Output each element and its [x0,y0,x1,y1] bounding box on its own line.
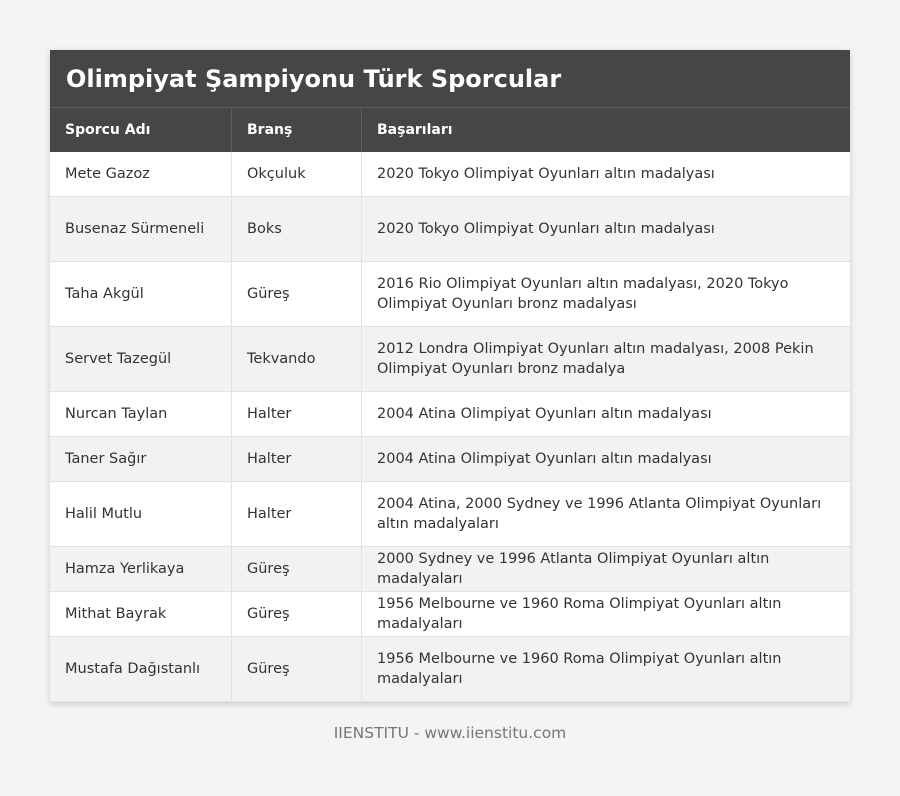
cell-branch: Güreş [232,262,362,327]
table-card [50,50,850,702]
footer-credit: IIENSTITU - www.iienstitu.com [333,724,567,742]
table-row [50,482,850,547]
table-row [50,547,850,592]
cell-name: Busenaz Sürmeneli [50,197,232,262]
cell-name: Hamza Yerlikaya [50,547,232,592]
cell-branch: Halter [232,437,362,482]
cell-branch: Halter [232,482,362,547]
cell-branch: Okçuluk [232,152,362,197]
cell-achievements: 2012 Londra Olimpiyat Oyunları altın madalyası, 2008 Pekin Olimpiyat Oyunları bronz madalya [362,327,851,392]
table-row [50,262,850,327]
cell-branch: Tekvando [232,327,362,392]
athletes-table [50,108,850,702]
cell-name: Taner Sağır [50,437,232,482]
table-row [50,152,850,197]
cell-achievements: 1956 Melbourne ve 1960 Roma Olimpiyat Oyunları altın madalyaları [362,592,851,637]
table-row [50,592,850,637]
cell-branch: Halter [232,392,362,437]
cell-branch: Boks [232,197,362,262]
cell-achievements: 2004 Atina Olimpiyat Oyunları altın madalyası [362,437,851,482]
cell-achievements: 2016 Rio Olimpiyat Oyunları altın madalyası, 2020 Tokyo Olimpiyat Oyunları bronz madalyası [362,262,851,327]
table-row [50,637,850,702]
cell-name: Taha Akgül [50,262,232,327]
table-row [50,327,850,392]
cell-achievements: 2020 Tokyo Olimpiyat Oyunları altın madalyası [362,152,851,197]
table-header-row [50,108,850,152]
cell-achievements: 2000 Sydney ve 1996 Atlanta Olimpiyat Oyunları altın madalyaları [362,547,851,592]
table-title: Olimpiyat Şampiyonu Türk Sporcular [50,50,850,108]
cell-branch: Güreş [232,637,362,702]
column-header-branch: Branş [232,108,362,152]
cell-branch: Güreş [232,547,362,592]
cell-name: Mustafa Dağıstanlı [50,637,232,702]
table-row [50,197,850,262]
cell-achievements: 2004 Atina Olimpiyat Oyunları altın madalyası [362,392,851,437]
cell-name: Halil Mutlu [50,482,232,547]
cell-achievements: 1956 Melbourne ve 1960 Roma Olimpiyat Oyunları altın madalyaları [362,637,851,702]
cell-name: Mete Gazoz [50,152,232,197]
cell-achievements: 2004 Atina, 2000 Sydney ve 1996 Atlanta Olimpiyat Oyunları altın madalyaları [362,482,851,547]
table-row [50,437,850,482]
cell-name: Servet Tazegül [50,327,232,392]
cell-achievements: 2020 Tokyo Olimpiyat Oyunları altın madalyası [362,197,851,262]
cell-name: Nurcan Taylan [50,392,232,437]
table-row [50,392,850,437]
column-header-name: Sporcu Adı [50,108,232,152]
cell-branch: Güreş [232,592,362,637]
cell-name: Mithat Bayrak [50,592,232,637]
column-header-achievements: Başarıları [362,108,851,152]
